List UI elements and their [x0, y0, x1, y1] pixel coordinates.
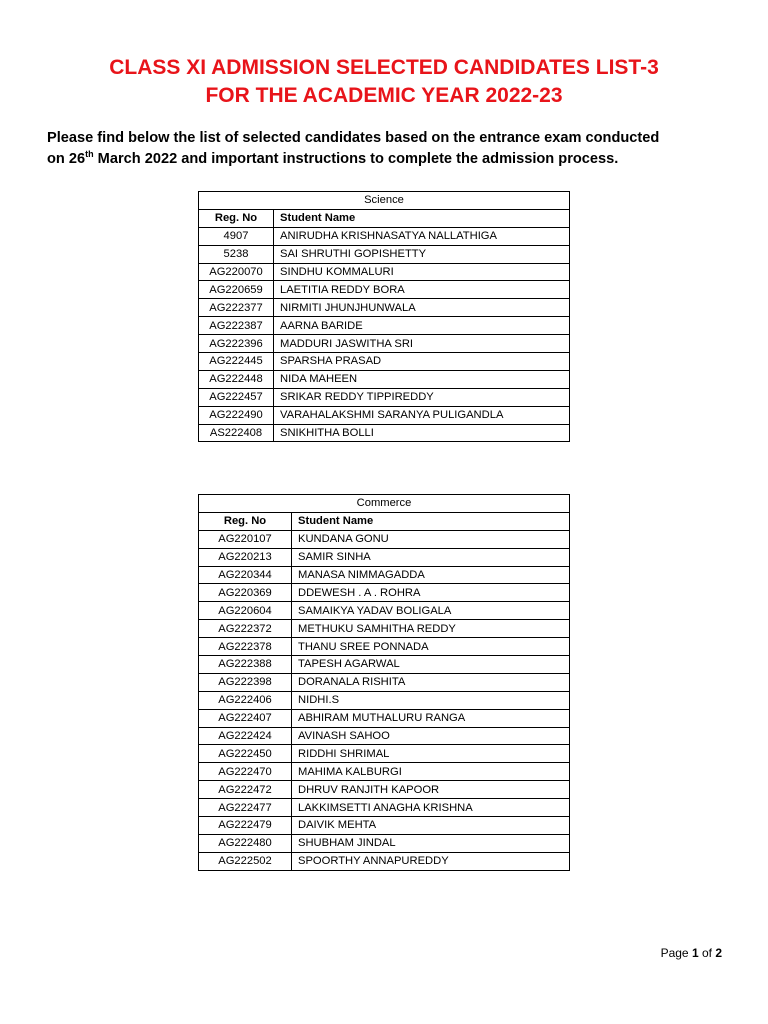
student-name-cell: DORANALA RISHITA	[292, 673, 570, 691]
reg-no-cell: AG222388	[199, 656, 292, 674]
student-name-cell: NIDA MAHEEN	[274, 370, 570, 388]
science-header-row	[199, 209, 570, 227]
table-row	[199, 388, 570, 406]
table-row	[199, 406, 570, 424]
intro-line-2	[47, 149, 747, 170]
table-row	[199, 245, 570, 263]
student-name-cell: SPARSHA PRASAD	[274, 353, 570, 371]
student-name-cell: SAMIR SINHA	[292, 548, 570, 566]
reg-no-cell: AG222477	[199, 799, 292, 817]
commerce-caption-row	[199, 495, 570, 513]
commerce-header-row	[199, 512, 570, 530]
table-row	[199, 263, 570, 281]
student-name-cell: RIDDHI SHRIMAL	[292, 745, 570, 763]
student-name-cell: VARAHALAKSHMI SARANYA PULIGANDLA	[274, 406, 570, 424]
reg-no-cell: AG222457	[199, 388, 274, 406]
student-name-cell: SAMAIKYA YADAV BOLIGALA	[292, 602, 570, 620]
page-total: 2	[715, 946, 722, 960]
student-name-cell: SINDHU KOMMALURI	[274, 263, 570, 281]
table-row	[199, 763, 570, 781]
table-row	[199, 673, 570, 691]
table-row	[199, 424, 570, 442]
page-label: Page	[660, 946, 692, 960]
table-row	[199, 799, 570, 817]
intro-paragraph	[47, 128, 747, 170]
table-row	[199, 745, 570, 763]
student-name-cell: TAPESH AGARWAL	[292, 656, 570, 674]
table-row	[199, 709, 570, 727]
reg-no-cell: AG222472	[199, 781, 292, 799]
reg-no-cell: AG222480	[199, 834, 292, 852]
reg-no-cell: 5238	[199, 245, 274, 263]
reg-no-cell: AG222445	[199, 353, 274, 371]
reg-no-cell: AG222396	[199, 335, 274, 353]
table-row	[199, 548, 570, 566]
table-row	[199, 335, 570, 353]
commerce-table	[198, 494, 570, 871]
reg-no-cell: AG222378	[199, 638, 292, 656]
reg-no-cell: AG220070	[199, 263, 274, 281]
science-caption-row	[199, 192, 570, 210]
table-row	[199, 353, 570, 371]
student-name-cell: KUNDANA GONU	[292, 530, 570, 548]
reg-no-cell: AG220659	[199, 281, 274, 299]
reg-no-cell: AG222387	[199, 317, 274, 335]
student-name-cell: THANU SREE PONNADA	[292, 638, 570, 656]
student-name-cell: DDEWESH . A . ROHRA	[292, 584, 570, 602]
reg-no-cell: AG222372	[199, 620, 292, 638]
science-student-name-header: Student Name	[274, 209, 570, 227]
reg-no-cell: AG222479	[199, 817, 292, 835]
student-name-cell: SHUBHAM JINDAL	[292, 834, 570, 852]
student-name-cell: NIRMITI JHUNJHUNWALA	[274, 299, 570, 317]
table-row	[199, 781, 570, 799]
intro-line-1: Please find below the list of selected candidates based on the entrance exam conducted	[47, 130, 660, 146]
science-caption: Science	[199, 192, 570, 210]
reg-no-cell: AG222406	[199, 691, 292, 709]
table-row	[199, 656, 570, 674]
student-name-cell: SPOORTHY ANNAPUREDDY	[292, 852, 570, 870]
science-reg-no-header: Reg. No	[199, 209, 274, 227]
table-row	[199, 317, 570, 335]
reg-no-cell: 4907	[199, 227, 274, 245]
table-row	[199, 817, 570, 835]
intro-line-2-suffix: March 2022 and important instructions to complete the admission process.	[93, 151, 619, 167]
student-name-cell: SAI SHRUTHI GOPISHETTY	[274, 245, 570, 263]
reg-no-cell: AG220369	[199, 584, 292, 602]
reg-no-cell: AG220604	[199, 602, 292, 620]
student-name-cell: DHRUV RANJITH KAPOOR	[292, 781, 570, 799]
reg-no-cell: AG222377	[199, 299, 274, 317]
reg-no-cell: AG222450	[199, 745, 292, 763]
table-row	[199, 691, 570, 709]
reg-no-cell: AS222408	[199, 424, 274, 442]
commerce-student-name-header: Student Name	[292, 512, 570, 530]
table-row	[199, 852, 570, 870]
reg-no-cell: AG222502	[199, 852, 292, 870]
table-row	[199, 602, 570, 620]
reg-no-cell: AG222398	[199, 673, 292, 691]
reg-no-cell: AG222490	[199, 406, 274, 424]
reg-no-cell: AG222424	[199, 727, 292, 745]
reg-no-cell: AG220107	[199, 530, 292, 548]
commerce-reg-no-header: Reg. No	[199, 512, 292, 530]
student-name-cell: AARNA BARIDE	[274, 317, 570, 335]
student-name-cell: SNIKHITHA BOLLI	[274, 424, 570, 442]
student-name-cell: MANASA NIMMAGADDA	[292, 566, 570, 584]
student-name-cell: METHUKU SAMHITHA REDDY	[292, 620, 570, 638]
commerce-caption: Commerce	[199, 495, 570, 513]
document-title	[0, 54, 768, 110]
table-row	[199, 584, 570, 602]
table-row	[199, 299, 570, 317]
page-of-label: of	[698, 946, 716, 960]
science-table-body	[199, 192, 570, 442]
table-row	[199, 530, 570, 548]
reg-no-cell: AG220213	[199, 548, 292, 566]
student-name-cell: SRIKAR REDDY TIPPIREDDY	[274, 388, 570, 406]
student-name-cell: ABHIRAM MUTHALURU RANGA	[292, 709, 570, 727]
intro-line-2-prefix: on 26	[47, 151, 86, 167]
title-line-2: FOR THE ACADEMIC YEAR 2022-23	[205, 84, 563, 107]
student-name-cell: LAKKIMSETTI ANAGHA KRISHNA	[292, 799, 570, 817]
table-row	[199, 727, 570, 745]
student-name-cell: AVINASH SAHOO	[292, 727, 570, 745]
student-name-cell: ANIRUDHA KRISHNASATYA NALLATHIGA	[274, 227, 570, 245]
reg-no-cell: AG222470	[199, 763, 292, 781]
student-name-cell: LAETITIA REDDY BORA	[274, 281, 570, 299]
table-row	[199, 620, 570, 638]
table-row	[199, 281, 570, 299]
page-current: 1	[691, 946, 699, 960]
science-table	[198, 191, 570, 442]
table-row	[199, 834, 570, 852]
table-row	[199, 227, 570, 245]
student-name-cell: NIDHI.S	[292, 691, 570, 709]
table-row	[199, 638, 570, 656]
reg-no-cell: AG222448	[199, 370, 274, 388]
student-name-cell: MAHIMA KALBURGI	[292, 763, 570, 781]
intro-ordinal-suffix: th	[85, 149, 94, 160]
student-name-cell: DAIVIK MEHTA	[292, 817, 570, 835]
table-row	[199, 566, 570, 584]
commerce-table-body	[199, 495, 570, 871]
reg-no-cell: AG222407	[199, 709, 292, 727]
page-number	[661, 946, 722, 960]
title-line-1: CLASS XI ADMISSION SELECTED CANDIDATES LIST-3	[109, 56, 659, 79]
table-row	[199, 370, 570, 388]
reg-no-cell: AG220344	[199, 566, 292, 584]
student-name-cell: MADDURI JASWITHA SRI	[274, 335, 570, 353]
